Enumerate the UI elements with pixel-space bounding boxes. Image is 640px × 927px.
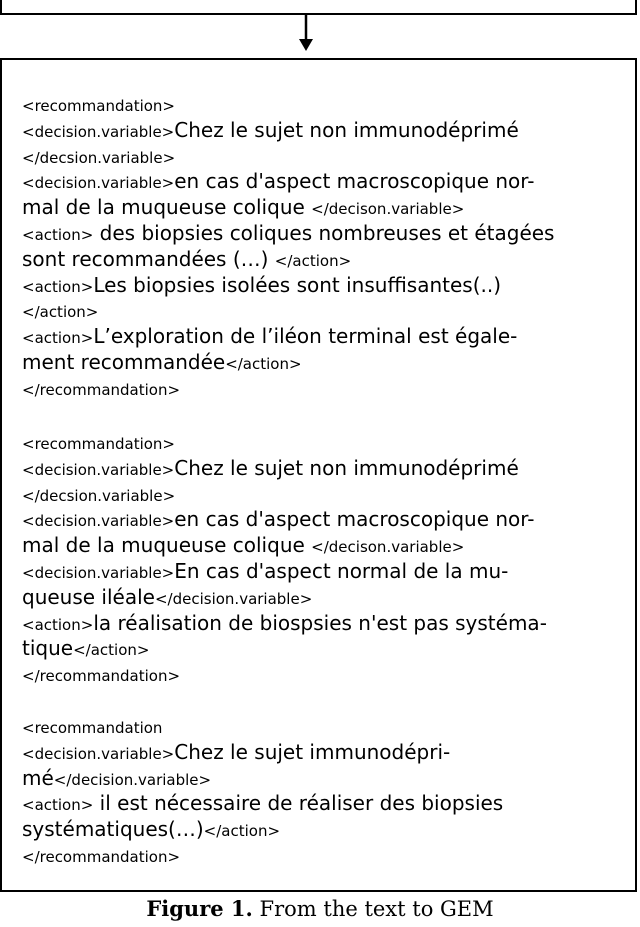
xml-tag: <decision.variable> xyxy=(22,512,175,531)
guideline-text: mal de la muqueuse colique xyxy=(22,195,312,220)
guideline-text: tique xyxy=(22,636,74,661)
xml-tag: </recommandation> xyxy=(22,380,181,399)
xml-tag: <decision.variable> xyxy=(22,564,175,582)
xml-tag: <decision.variable> xyxy=(22,174,175,193)
xml-tag: <recommandation xyxy=(22,719,163,737)
xml-tag: <recommandation> xyxy=(22,97,175,115)
guideline-text: systématiques(…) xyxy=(22,817,204,842)
markup-line xyxy=(22,456,519,482)
markup-line xyxy=(22,662,180,688)
markup-line xyxy=(22,273,501,299)
markup-line xyxy=(22,482,175,508)
xml-tag: <action> xyxy=(22,615,94,634)
xml-tag: <decision.variable> xyxy=(22,744,175,763)
guideline-text: Chez le sujet immunodépri- xyxy=(174,739,451,764)
xml-tag: </decision.variable> xyxy=(154,589,313,608)
xml-tag: <action> xyxy=(22,329,94,348)
xml-tag: </decison.variable> xyxy=(311,538,465,557)
previous-box xyxy=(0,0,637,15)
markup-line xyxy=(22,324,517,350)
markup-line xyxy=(22,144,175,170)
xml-tag: </decsion.variable> xyxy=(22,148,176,167)
guideline-text: sont recommandées (…) xyxy=(22,246,275,271)
xml-tag: </recommandation> xyxy=(22,667,181,686)
xml-tag: <action> xyxy=(22,277,94,296)
markup-line xyxy=(22,195,464,221)
guideline-text: Les biopsies isolées sont insuffisantes(..) xyxy=(93,272,502,297)
figure-label: Figure 1. xyxy=(146,896,253,921)
guideline-text: Chez le sujet non immunodéprimé xyxy=(174,455,519,480)
guideline-text: ment recommandée xyxy=(22,350,226,374)
xml-tag: </decison.variable> xyxy=(311,200,465,219)
guideline-text: en cas d'aspect macroscopique nor- xyxy=(174,169,535,194)
guideline-text: En cas d'aspect normal de la mu- xyxy=(174,559,509,583)
markup-line xyxy=(22,817,280,843)
guideline-text: en cas d'aspect macroscopique nor- xyxy=(174,507,535,532)
xml-tag: </decision.variable> xyxy=(53,770,212,789)
xml-tag: </decsion.variable> xyxy=(22,486,176,505)
guideline-text: mé xyxy=(22,765,54,790)
markup-line xyxy=(22,118,519,144)
markup-line xyxy=(22,559,508,585)
guideline-text: mal de la muqueuse colique xyxy=(22,533,312,558)
markup-line xyxy=(22,221,554,247)
markup-line xyxy=(22,791,503,817)
xml-tag: <action> xyxy=(22,796,94,815)
guideline-text: des biopsies coliques nombreuses et étagées xyxy=(93,221,555,245)
xml-tag: </action> xyxy=(274,251,352,270)
guideline-text: la réalisation de biospsies n'est pas systéma- xyxy=(93,610,547,635)
markup-line xyxy=(22,740,450,766)
guideline-text: L’exploration de l’iléon terminal est égale- xyxy=(93,324,518,349)
figure-caption xyxy=(0,896,640,921)
markup-line xyxy=(22,169,534,195)
markup-line xyxy=(22,766,211,792)
xml-tag: <decision.variable> xyxy=(22,460,175,479)
markup-line xyxy=(22,636,149,662)
markup-line xyxy=(22,507,534,533)
markup-line xyxy=(22,533,464,559)
markup-line xyxy=(22,247,351,273)
xml-tag: </action> xyxy=(22,303,99,322)
markup-line xyxy=(22,376,180,402)
xml-tag: </action> xyxy=(225,355,302,373)
guideline-text: queuse iléale xyxy=(22,584,155,609)
markup-line xyxy=(22,585,312,611)
markup-line xyxy=(22,714,162,740)
markup-line xyxy=(22,298,98,324)
figure-caption-text: From the text to GEM xyxy=(252,897,494,921)
xml-tag: </recommandation> xyxy=(22,848,181,866)
down-arrow-icon xyxy=(296,15,316,55)
markup-line xyxy=(22,92,175,118)
guideline-text: il est nécessaire de réaliser des biopsies xyxy=(93,791,504,816)
xml-tag: </action> xyxy=(73,641,150,660)
markup-line xyxy=(22,843,180,869)
xml-tag: <action> xyxy=(22,226,94,244)
xml-tag: <recommandation> xyxy=(22,435,175,453)
markup-line xyxy=(22,611,547,637)
markup-line xyxy=(22,350,302,376)
xml-tag: </action> xyxy=(203,822,281,841)
markup-line xyxy=(22,430,175,456)
xml-tag: <decision.variable> xyxy=(22,122,175,141)
guideline-text: Chez le sujet non immunodéprimé xyxy=(174,117,519,142)
